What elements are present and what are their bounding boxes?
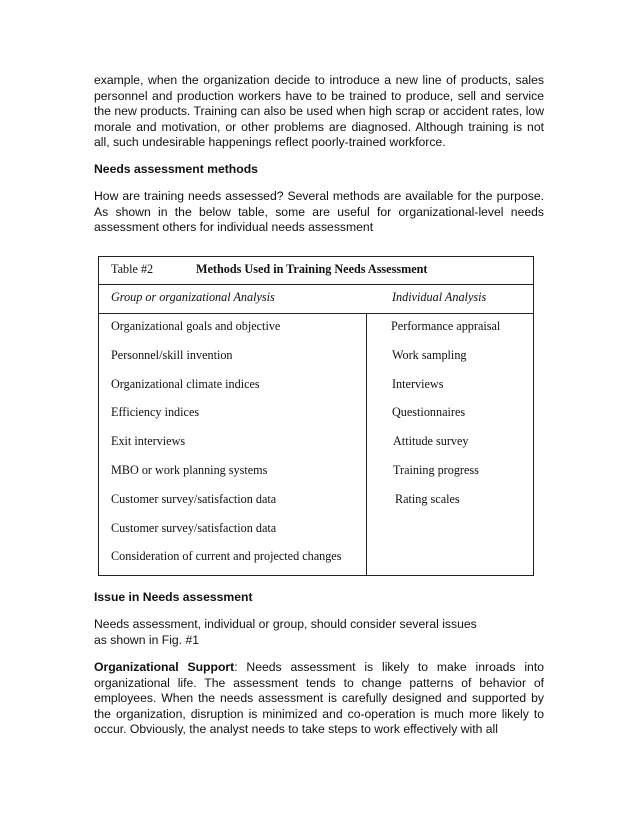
group-item: Exit interviews <box>111 434 186 448</box>
individual-item: Work sampling <box>392 348 467 362</box>
organizational-support-lead: Organizational Support <box>94 660 235 674</box>
group-item: Customer survey/satisfaction data <box>111 492 277 506</box>
issues-paragraph-line-2: as shown in Fig. #1 <box>94 632 200 647</box>
individual-item: Training progress <box>393 463 479 477</box>
section-heading-needs-assessment-methods: Needs assessment methods <box>94 162 258 176</box>
methods-paragraph: How are training needs assessed? Several methods are available for the purpose. As shown in the below table, some are useful for organizational-level needs assessment others for individual needs assessment <box>94 189 544 235</box>
issues-paragraph-line-1: Needs assessment, individual or group, should consider several issues <box>94 617 477 631</box>
issues-paragraph <box>94 617 544 648</box>
table-divider <box>99 313 533 314</box>
header-individual-analysis: Individual Analysis <box>392 290 487 304</box>
individual-item: Performance appraisal <box>391 319 501 333</box>
group-item: Efficiency indices <box>111 405 200 419</box>
table-divider <box>99 284 533 285</box>
group-item: Organizational climate indices <box>111 377 260 391</box>
group-item: MBO or work planning systems <box>111 463 268 477</box>
methods-table <box>98 256 534 576</box>
column-divider <box>366 314 367 575</box>
table-title: Methods Used in Training Needs Assessment <box>196 262 428 276</box>
section-heading-issue-in-needs-assessment: Issue in Needs assessment <box>94 590 253 604</box>
header-group-analysis: Group or organizational Analysis <box>111 290 275 304</box>
individual-item: Interviews <box>392 377 444 391</box>
intro-paragraph: example, when the organization decide to introduce a new line of products, sales personnel and production workers have to be trained to produce, sell and service the new products. Training can also be used when high scrap or accident rates, low morale and motivation, or other problems are diagnosed. Although training is not all, such undesirable happenings reflect poorly-trained workforce. <box>94 73 544 150</box>
table-label: Table #2 <box>111 262 154 276</box>
individual-item: Questionnaires <box>392 405 466 419</box>
individual-item: Attitude survey <box>393 434 469 448</box>
group-item: Customer survey/satisfaction data <box>111 521 277 535</box>
organizational-support-paragraph <box>94 660 544 738</box>
group-item: Organizational goals and objective <box>111 319 281 333</box>
group-item: Consideration of current and projected changes <box>111 549 342 563</box>
group-item: Personnel/skill invention <box>111 348 233 362</box>
individual-item: Rating scales <box>395 492 460 506</box>
organizational-support-text: : Needs assessment is likely to make inroads into organizational life. The assessment tends to change patterns of behavior of employees. When the needs assessment is carefully designed and supported by the organization, disruption is minimized and co-operation is much more likely to occur. Obviously, the analyst needs to take steps to work effectively with all <box>94 660 544 737</box>
